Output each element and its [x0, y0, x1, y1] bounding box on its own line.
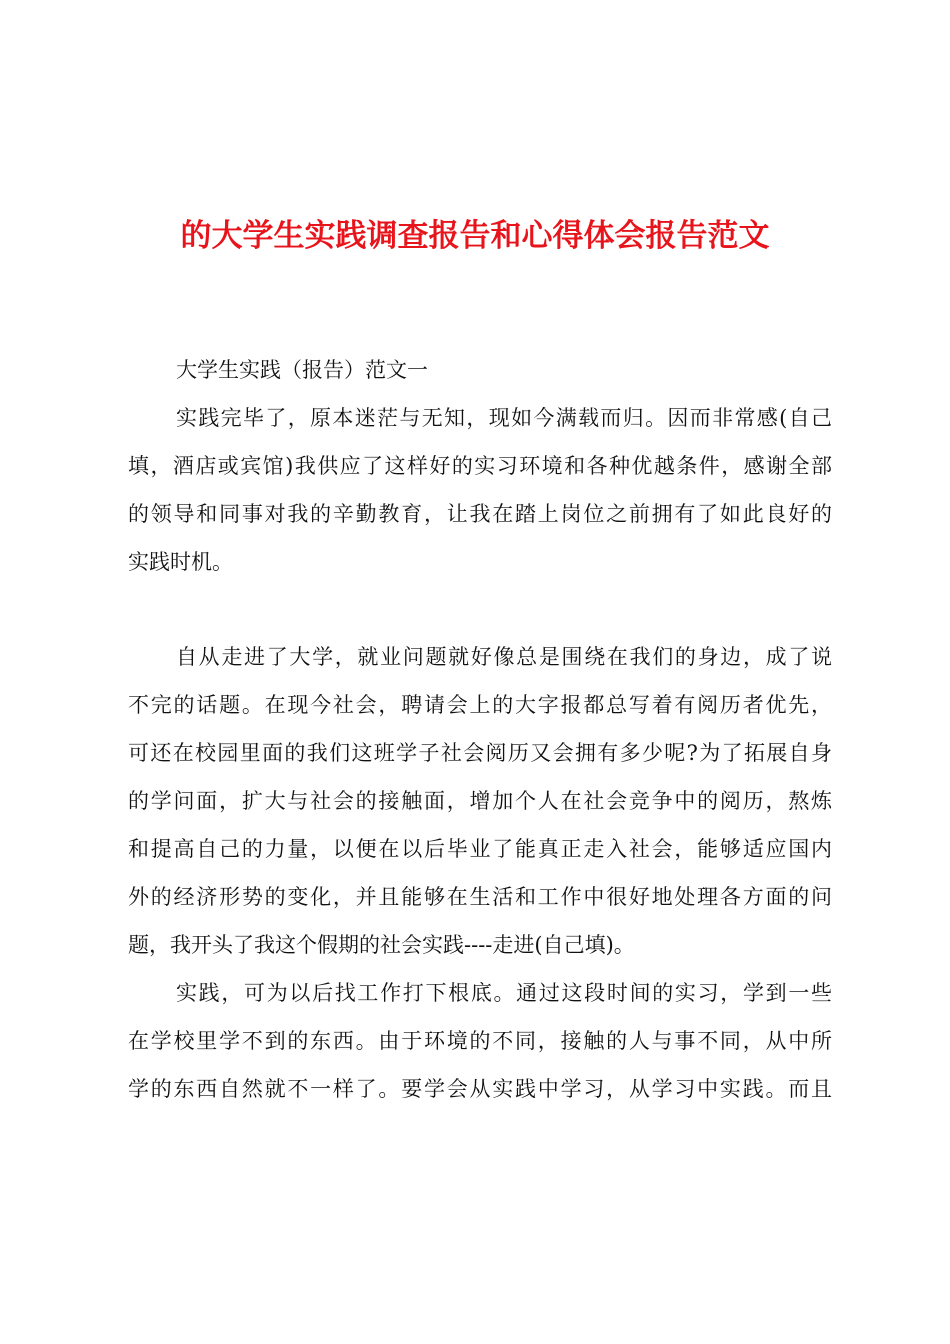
paragraph-3 [128, 969, 832, 1113]
section-heading: 大学生实践（报告）范文一 [176, 358, 428, 382]
paragraph-line: 的领导和同事对我的辛勤教育，让我在踏上岗位之前拥有了如此良好的 [128, 502, 832, 526]
paragraph-line: 填，酒店或宾馆)我供应了这样好的实习环境和各种优越条件，感谢全部 [128, 454, 832, 478]
paragraph-line: 不完的话题。在现今社会，聘请会上的大字报都总写着有阅历者优先， [128, 693, 832, 717]
paragraph-spacer [128, 586, 832, 633]
document-title: 的大学生实践调查报告和心得体会报告范文 [180, 218, 770, 254]
paragraph-line: 实践时机。 [128, 550, 233, 574]
paragraph-line: 的学问面，扩大与社会的接触面，增加个人在社会竞争中的阅历，熬炼 [128, 789, 832, 813]
paragraph-1 [128, 394, 832, 586]
paragraph-line: 和提高自己的力量，以便在以后毕业了能真正走入社会，能够适应国内 [128, 837, 832, 861]
paragraph-line: 自从走进了大学，就业问题就好像总是围绕在我们的身边，成了说 [176, 645, 832, 669]
paragraph-line: 实践，可为以后找工作打下根底。通过这段时间的实习，学到一些 [176, 981, 832, 1005]
paragraph-line: 实践完毕了，原本迷茫与无知，现如今满载而归。因而非常感(自己 [176, 406, 832, 430]
document-body [128, 346, 832, 1113]
paragraph-line: 学的东西自然就不一样了。要学会从实践中学习，从学习中实践。而且 [128, 1077, 832, 1101]
paragraph-2 [128, 633, 832, 969]
paragraph-line: 题，我开头了我这个假期的社会实践----走进(自己填)。 [128, 933, 635, 957]
paragraph-line: 外的经济形势的变化，并且能够在生活和工作中很好地处理各方面的问 [128, 885, 832, 909]
paragraph-line: 可还在校园里面的我们这班学子社会阅历又会拥有多少呢?为了拓展自身 [128, 741, 832, 765]
paragraph-line: 在学校里学不到的东西。由于环境的不同，接触的人与事不同，从中所 [128, 1029, 832, 1053]
